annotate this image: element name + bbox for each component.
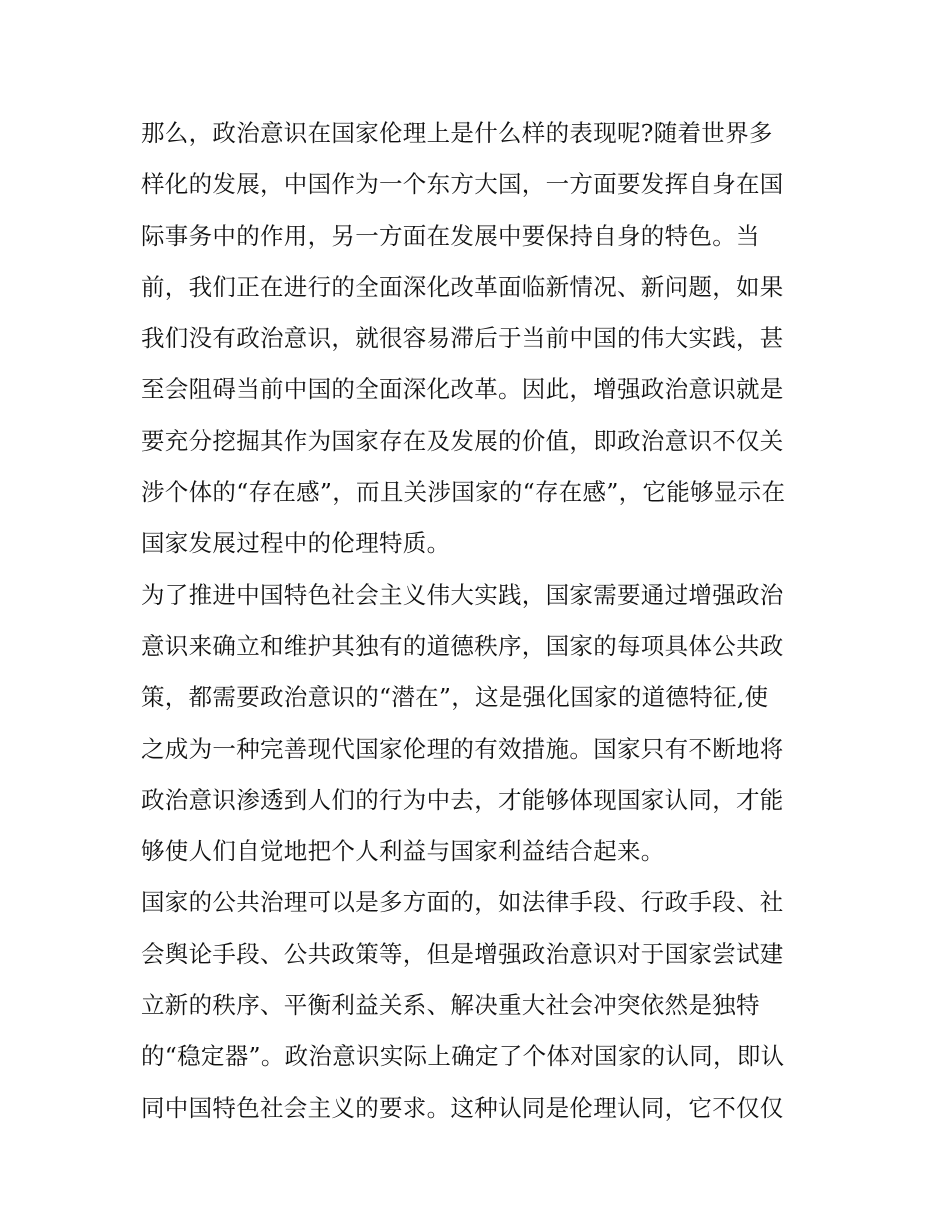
text-line: 那么，政治意识在国家伦理上是什么样的表现呢?随着世界多 (141, 119, 773, 147)
text-line: 我们没有政治意识，就很容易滞后于当前中国的伟大实践，甚 (141, 324, 784, 353)
text-line: 意识来确立和维护其独有的道德秩序，国家的每项具体公共政 (141, 631, 784, 660)
text-line: 政治意识渗透到人们的行为中去，才能够体现国家认同，才能 (141, 785, 784, 814)
text-line: 同中国特色社会主义的要求。这种认同是伦理认同，它不仅仅 (141, 1093, 784, 1122)
text-line: 之成为一种完善现代国家伦理的有效措施。国家只有不断地将 (141, 734, 784, 763)
text-line: 至会阻碍当前中国的全面深化改革。因此，增强政治意识就是 (141, 375, 784, 404)
text-line: 的“稳定器”。政治意识实际上确定了个体对国家的认同，即认 (141, 1042, 785, 1071)
text-line: 国家的公共治理可以是多方面的，如法律手段、行政手段、社 (141, 888, 784, 917)
text-line: 够使人们自觉地把个人利益与国家利益结合起来。 (141, 837, 665, 866)
text-line: 立新的秩序、平衡利益关系、解决重大社会冲突依然是独特 (141, 991, 760, 1020)
text-line: 策，都需要政治意识的“潜在”，这是强化国家的道德特征,使 (141, 683, 769, 712)
text-line: 国家发展过程中的伦理特质。 (141, 529, 451, 558)
text-line: 为了推进中国特色社会主义伟大实践，国家需要通过增强政治 (141, 580, 784, 609)
text-line: 涉个体的“存在感”，而且关涉国家的“存在感”，它能够显示在 (141, 478, 786, 507)
text-line: 样化的发展，中国作为一个东方大国，一方面要发挥自身在国 (141, 170, 784, 199)
text-line: 际事务中的作用，另一方面在发展中要保持自身的特色。当 (141, 221, 760, 250)
text-line: 要充分挖掘其作为国家存在及发展的价值，即政治意识不仅关 (141, 426, 784, 455)
text-line: 前，我们正在进行的全面深化改革面临新情况、新问题，如果 (141, 272, 784, 301)
body-text (141, 108, 813, 1134)
text-line: 会舆论手段、公共政策等，但是增强政治意识对于国家尝试建 (141, 939, 784, 968)
